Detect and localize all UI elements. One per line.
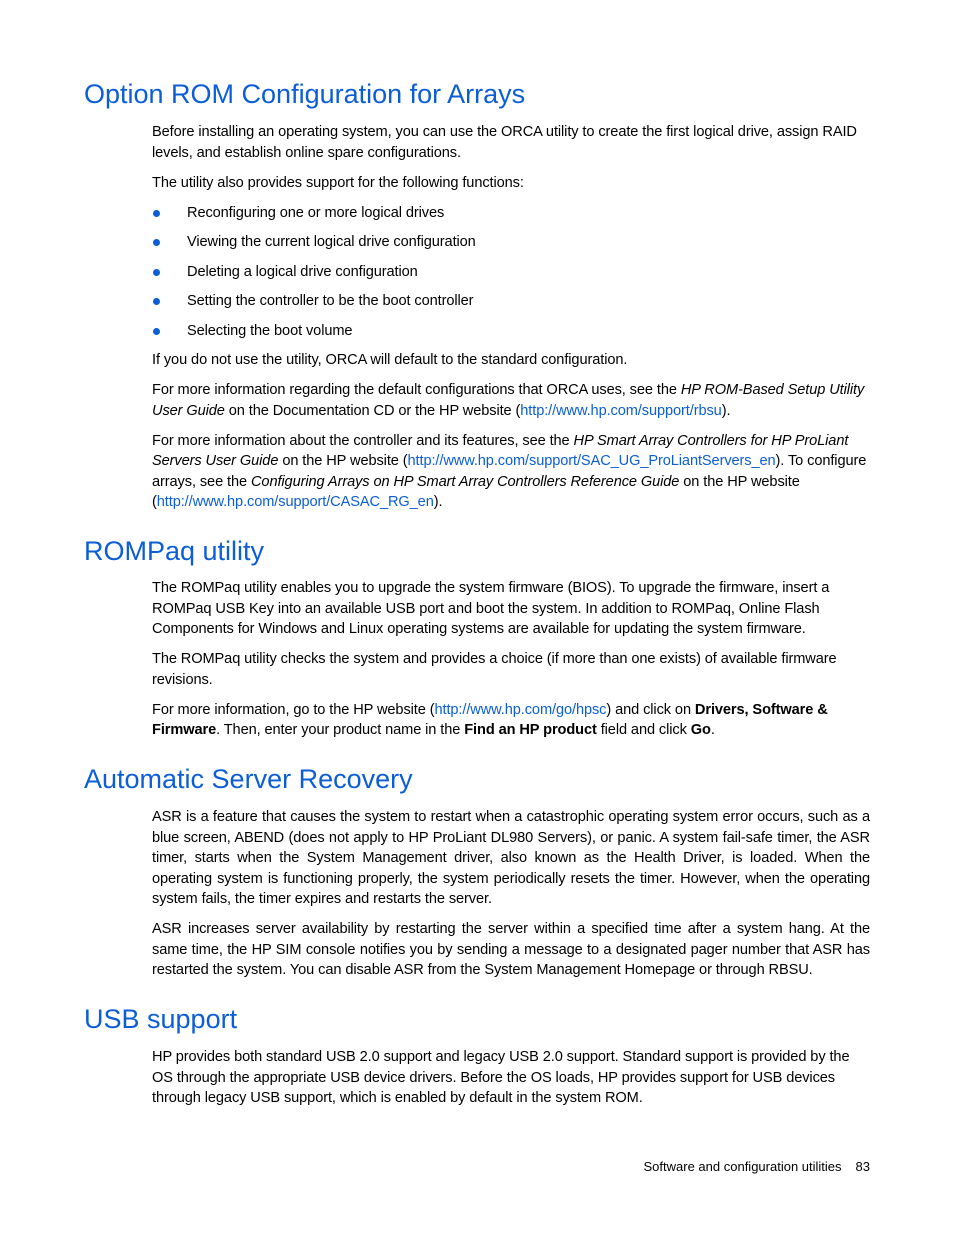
section-heading-usb: USB support: [84, 1004, 238, 1034]
paragraph: HP provides both standard USB 2.0 support and legacy USB 2.0 support. Standard support is provided by the OS through the appropriate USB device drivers. Before the OS loads, HP provides support for USB devices through legacy USB support, which is enabled by default in the system ROM.: [152, 1049, 850, 1106]
hpsc-link[interactable]: http://www.hp.com/go/hpsc: [434, 701, 607, 718]
paragraph: ASR is a feature that causes the system to restart when a catastrophic operating system error occurs, such as a blue screen, ABEND (does not apply to HP ProLiant DL980 Servers), or panic. A system fail-safe timer, the ASR timer, starts when the System Management driver, also known as the Health Driver, is loaded. When the operating system is functioning properly, the system periodically resets the timer. However, when the operating system fails, the timer expires and restarts the server.: [152, 809, 870, 907]
paragraph: For more information, go to the HP website (http://www.hp.com/go/hpsc) and click on Drivers, Software & Firmware. Then, enter your product name in the Find an HP product field and click Go.: [152, 701, 828, 738]
section-body-asr: [152, 807, 870, 990]
bullet-icon: [153, 328, 160, 335]
paragraph: If you do not use the utility, ORCA will default to the standard configuration.: [152, 352, 628, 368]
bullet-icon: [153, 269, 160, 276]
paragraph: For more information regarding the default configurations that ORCA uses, see the HP ROM-Based Setup Utility User Guide on the Documentation CD or the HP website (http://www.hp.com/support/rbsu).: [152, 382, 865, 419]
paragraph: ASR increases server availability by restarting the server within a specified time after a system hang. At the same time, the HP SIM console notifies you by sending a message to a designated pager number that ASR has restarted the system. You can disable ASR from the System Management Homepage or through RBSU.: [152, 921, 870, 978]
list-item: Viewing the current logical drive configuration: [152, 232, 870, 253]
list-item: Selecting the boot volume: [152, 321, 870, 342]
page-footer: [644, 1158, 870, 1176]
bullet-icon: [153, 239, 160, 246]
paragraph: The ROMPaq utility checks the system and provides a choice (if more than one exists) of available firmware revisions.: [152, 651, 837, 688]
section-body-rompaq: [152, 578, 870, 750]
section-heading-rompaq: ROMPaq utility: [84, 536, 265, 566]
paragraph: Before installing an operating system, you can use the ORCA utility to create the first logical drive, assign RAID levels, and establish online spare configurations.: [152, 124, 857, 161]
list-item: Reconfiguring one or more logical drives: [152, 203, 870, 224]
paragraph: For more information about the controller and its features, see the HP Smart Array Controllers for HP ProLiant Servers User Guide on the HP website (http://www.hp.com/support/SAC_UG_ProLiantServers_en). To configure arrays, see the Configuring Arrays on HP Smart Array Controllers Reference Guide on the HP website (http://www.hp.com/support/CASAC_RG_en).: [152, 432, 867, 510]
bullet-icon: [153, 298, 160, 305]
sac-user-guide-link[interactable]: http://www.hp.com/support/SAC_UG_ProLiantServers_en: [407, 453, 776, 469]
section-body-usb: [152, 1047, 870, 1118]
bullet-icon: [153, 210, 160, 217]
section-heading-asr: Automatic Server Recovery: [84, 764, 413, 794]
casac-reference-guide-link[interactable]: http://www.hp.com/support/CASAC_RG_en: [156, 494, 434, 510]
section-body-orca: [152, 122, 870, 522]
paragraph: The utility also provides support for the following functions:: [152, 174, 524, 191]
function-list: [152, 203, 870, 342]
footer-label: Software and configuration utilities: [643, 1159, 842, 1174]
page-number: 83: [855, 1159, 870, 1174]
section-heading-orca: Option ROM Configuration for Arrays: [84, 79, 526, 109]
paragraph: The ROMPaq utility enables you to upgrade the system firmware (BIOS). To upgrade the firmware, insert a ROMPaq USB Key into an available USB port and boot the system. In addition to ROMPaq, Online Flash Components for Windows and Linux operating systems are available for updating the system firmware.: [152, 580, 830, 637]
list-item: Deleting a logical drive configuration: [152, 262, 870, 283]
rbsu-link[interactable]: http://www.hp.com/support/rbsu: [520, 402, 722, 419]
list-item: Setting the controller to be the boot controller: [152, 291, 870, 312]
